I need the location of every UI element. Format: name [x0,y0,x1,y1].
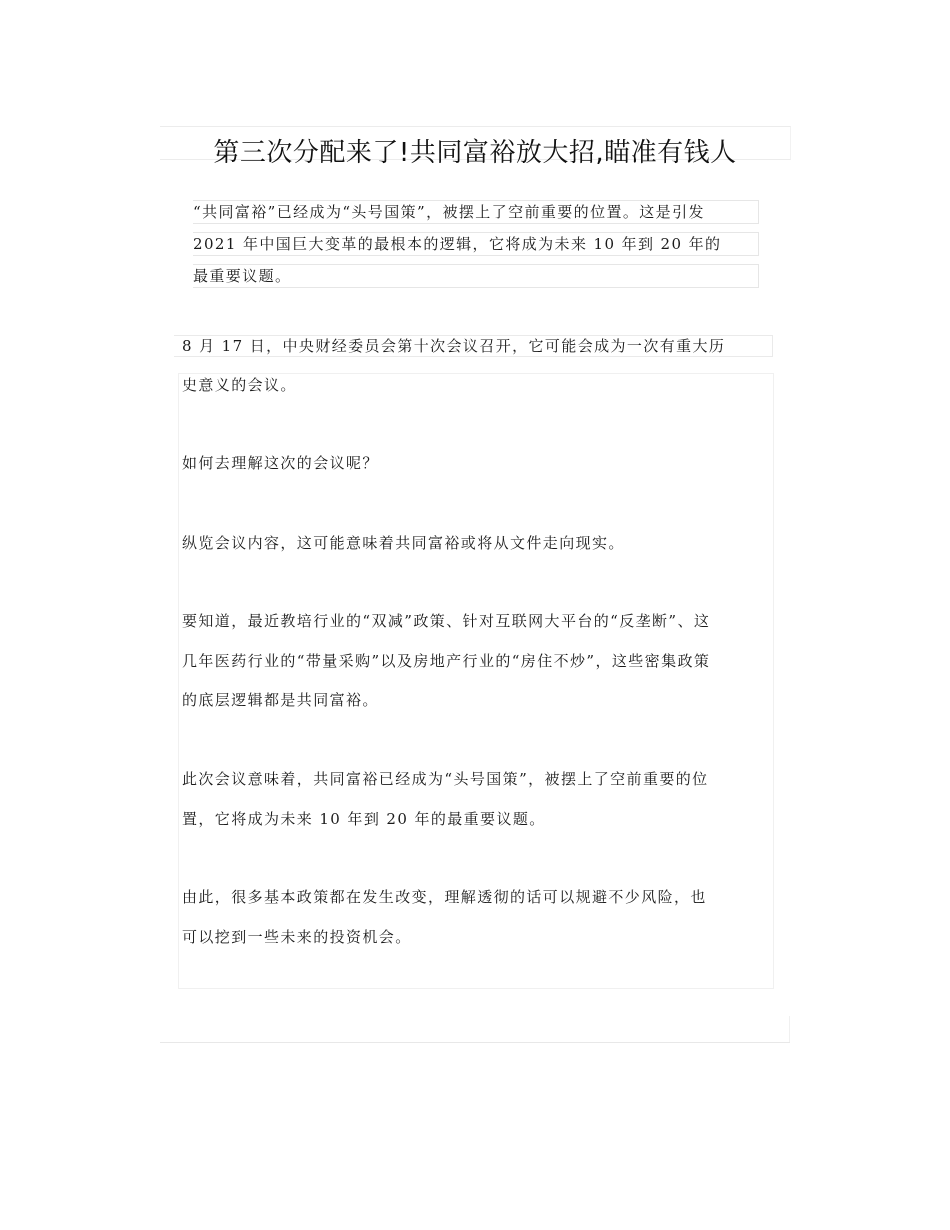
paragraph-line: 8 月 17 日，中央财经委员会第十次会议召开，它可能会成为一次有重大历 [182,337,726,355]
paragraph-line: 可以挖到一些未来的投资机会。 [182,928,412,946]
divider [789,1016,790,1042]
paragraph-line: 此次会议意味着，共同富裕已经成为“头号国策”，被摆上了空前重要的位 [182,770,709,788]
paragraph-line: 几年医药行业的“带量采购”以及房地产行业的“房住不炒”，这些密集政策 [182,652,711,670]
lead-line-3: 最重要议题。 [193,264,759,288]
paragraph-line: 置，它将成为未来 10 年到 20 年的最重要议题。 [182,810,546,828]
footer-divider [160,1042,790,1043]
lead-line-1: “共同富裕”已经成为“头号国策”，被摆上了空前重要的位置。这是引发 [193,200,759,224]
lead-line-2: 2021 年中国巨大变革的最根本的逻辑，它将成为未来 10 年到 20 年的 [193,232,759,256]
paragraph-line: 要知道，最近教培行业的“双减”政策、针对互联网大平台的“反垄断”、这 [182,612,711,630]
paragraph-line: 纵览会议内容，这可能意味着共同富裕或将从文件走向现实。 [182,534,625,552]
paragraph-line: 的底层逻辑都是共同富裕。 [182,691,379,709]
paragraph-line: 史意义的会议。 [182,376,297,394]
paragraph-line: 由此，很多基本政策都在发生改变，理解透彻的话可以规避不少风险，也 [182,888,707,906]
paragraph-line: 如何去理解这次的会议呢？ [182,454,379,472]
article-title: 第三次分配来了!共同富裕放大招,瞄准有钱人 [213,138,737,169]
